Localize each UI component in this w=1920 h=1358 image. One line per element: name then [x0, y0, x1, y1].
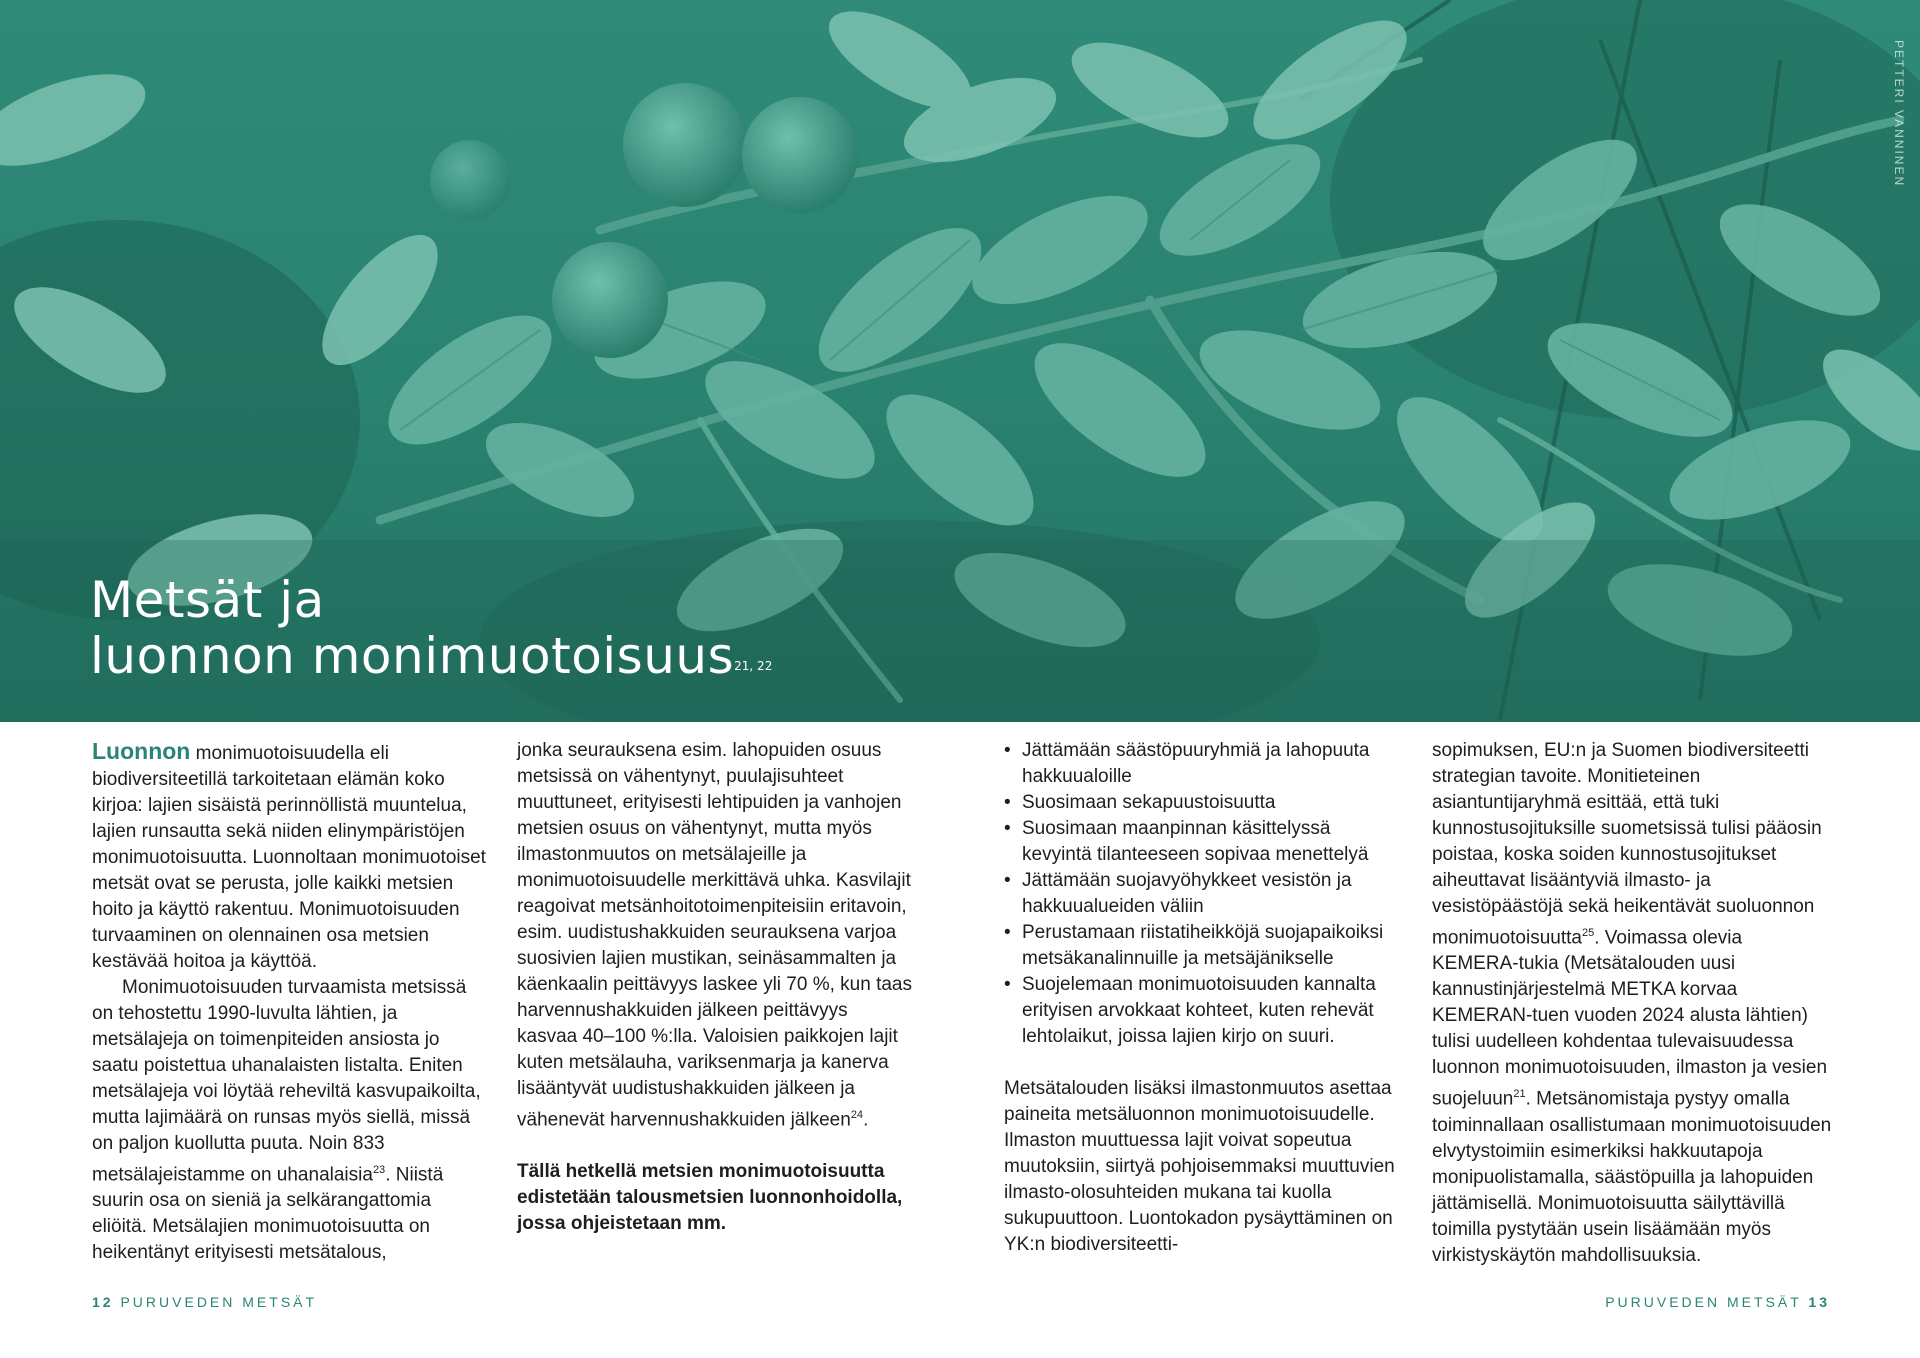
title-references: 21, 22	[734, 659, 773, 673]
text-column-4	[1432, 738, 1832, 1269]
title-line-2: luonnon monimuotoisuus	[90, 627, 735, 685]
spacer	[517, 1133, 913, 1159]
page-number-left: 12	[92, 1294, 114, 1310]
reference-23: 23	[372, 1164, 386, 1176]
paragraph-2-text-a: Monimuotoisuuden turvaamista metsissä on tehostettu 1990-luvulta lähtien, ja metsälajeja on toimenpiteiden ansiosta jo saatu poistettua uhanalaisten listalta. Eniten metsälajeja voi löytää reheviltä kasvupaikoilta, mutta lajimäärä on runsas myös siellä, missä on paljon kuollutta puuta. Noin 833 metsälajeistamme on uhanalaisia	[92, 977, 481, 1186]
paragraph-5-text-c: . Metsänomistaja pystyy omalla toiminnallaan osallistumaan monimuotoisuuden elvytystoimiin esimerkiksi hakkuutapoja monipuolistamalla, säästöpuilla ja lahopuiden jättämisellä. Monimuotoisuutta säilyttävillä toimilla pystytään usein lisäämään myös virkistyskäytön mahdollisuuksia.	[1432, 1088, 1832, 1266]
paragraph-3-text-b: .	[863, 1109, 869, 1131]
list-item: • Suosimaan maanpinnan käsittelyssä kevyintä tilanteeseen sopivaa menettelyä	[1004, 816, 1402, 868]
page-number-right: 13	[1808, 1294, 1830, 1310]
paragraph-5	[1432, 738, 1832, 1269]
footer-left	[92, 1294, 317, 1310]
paragraph-3	[517, 738, 913, 1133]
paragraph-2	[92, 975, 488, 1266]
page-title	[90, 572, 772, 684]
lead-word: Luonnon	[92, 738, 191, 764]
bold-intro: Tällä hetkellä metsien monimuotoisuutta edistetään talousmetsien luonnonhoidolla, jossa ohjeistetaan mm.	[517, 1161, 903, 1235]
spacer	[1004, 1050, 1402, 1076]
list-item: • Suosimaan sekapuustoisuutta	[1004, 790, 1402, 816]
reference-25: 25	[1581, 927, 1595, 939]
publication-name-left: PURUVEDEN METSÄT	[120, 1294, 318, 1310]
footer-right	[1605, 1294, 1830, 1310]
list-item: • Suojelemaan monimuotoisuuden kannalta erityisen arvokkaat kohteet, kuten rehevät lehtolaikut, joissa lajien kirjo on suuri.	[1004, 972, 1402, 1050]
reference-21: 21	[1513, 1088, 1526, 1101]
list-item: • Jättämään säästöpuuryhmiä ja lahopuuta hakkuualoille	[1004, 738, 1402, 790]
paragraph-5-text-a: sopimuksen, EU:n ja Suomen biodiversiteetti strategian tavoite. Monitieteinen asiantuntijaryhmä esittää, että tuki kunnostusojituksille suometsissä tulisi pääosin poistaa, koska soiden kunnostusojitukset aiheuttavat lisääntyviä ilmasto- ja vesistöpäästöjä sekä heikentävät suoluonnon monimuotoisuutta	[1432, 740, 1822, 949]
paragraph-5-text-b: . Voimassa olevia KEMERA-tukia (Metsätalouden uusi kannustinjärjestelmä METKA korvaa KEMERAN-tuen vuoden 2024 alusta lähtien) tulisi uudelleen kohdentaa tulevaisuudessa luonnon monimuotoisuuden, ilmaston ja vesien suojeluun	[1432, 927, 1828, 1110]
publication-name-right: PURUVEDEN METSÄT	[1605, 1294, 1802, 1310]
guideline-list	[1004, 738, 1402, 1050]
intro-paragraph	[92, 738, 488, 975]
text-column-1	[92, 738, 488, 1266]
photo-credit: PETTERI VANNINEN	[1892, 40, 1906, 188]
title-line-1: Metsät ja	[90, 571, 325, 629]
list-item: • Jättämään suojavyöhykkeet vesistön ja hakkuualueiden väliin	[1004, 868, 1402, 920]
list-item: • Perustamaan riistatiheikköjä suojapaikoiksi metsäkanalinnuille ja metsäjänikselle	[1004, 920, 1402, 972]
paragraph-3-text-a: jonka seurauksena esim. lahopuiden osuus metsissä on vähentynyt, puulajisuhteet muuttuneet, erityisesti lehtipuiden ja vanhojen metsien osuus on vähentynyt, mutta myös ilmastonmuutos on metsälajeille ja monimuotoisuudelle merkittävä uhka. Kasvilajit reagoivat metsänhoitotoimenpiteisiin eritavoin, esim. uudistushakkuiden seurauksena varjoa suosivien lajien mustikan, seinäsammalten ja käenkaalin peittävyys laskee yli 70 %, kun taas harvennushakkuiden jälkeen peittävyys kasvaa 40–100 %:lla. Valoisien paikkojen lajit kuten metsälauha, variksenmarja ja kanerva lisääntyvät uudistushakkuiden jälkeen ja vähenevät harvennushakkuiden jälkeen	[517, 740, 912, 1131]
paragraph-2-text-b: . Niistä suurin osa on sieniä ja selkärangattomia eliöitä. Metsälajien monimuotoisuutta on heikentänyt erityisesti metsätalous,	[92, 1164, 444, 1264]
paragraph-4: Metsätalouden lisäksi ilmastonmuutos asettaa paineita metsäluonnon monimuotoisuudelle. Ilmaston muuttuessa lajit voivat sopeutua muutoksiin, siirtyä pohjoisemmaksi muuttuvien ilmasto-olosuhteiden mukana tai kuolla sukupuuttoon. Luontokadon pysäyttäminen on YK:n biodiversiteetti-	[1004, 1078, 1395, 1255]
text-column-2	[517, 738, 913, 1237]
reference-24: 24	[850, 1109, 864, 1121]
intro-text: monimuotoisuudella eli biodiversiteetillä tarkoitetaan elämän koko kirjoa: lajien sisäistä perinnöllistä muuntelua, lajien runsautta sekä niiden elinympäristöjen monimuotoisuutta. Luonnoltaan monimuotoiset metsät ovat se perusta, jolle kaikki metsien hoito ja käyttö rakentuu. Monimuotoisuuden turvaaminen on olennainen osa metsien kestävää hoitoa ja käyttöä.	[92, 743, 486, 972]
text-column-3	[1004, 738, 1402, 1258]
